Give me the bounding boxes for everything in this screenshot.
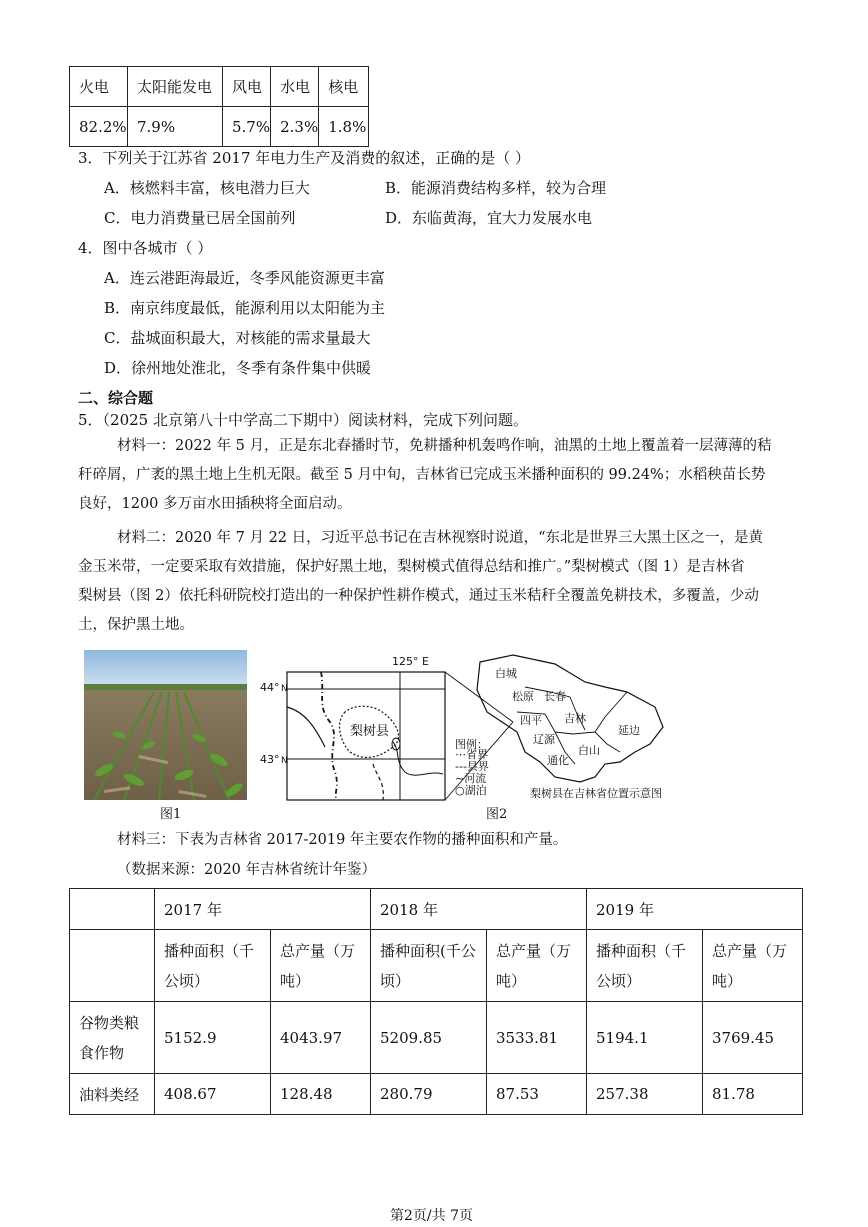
output-subheader: 总产量（万 吨）	[271, 930, 371, 1002]
city-label: 四平	[520, 714, 542, 727]
table-cell: 280.79	[371, 1074, 487, 1115]
area-subheader: 播种面积(千公 顷）	[371, 930, 487, 1002]
city-label: 松原	[512, 690, 534, 703]
table-cell: 3769.45	[703, 1002, 803, 1074]
table-cell: 3533.81	[487, 1002, 587, 1074]
city-label: 长春	[544, 690, 566, 703]
table-cell: 408.67	[155, 1074, 271, 1115]
table-corner-cell	[70, 930, 155, 1002]
legend-lake: ○湖泊	[455, 784, 487, 797]
q3-option-d: D．东临黄海，宜大力发展水电	[385, 209, 593, 227]
legend-line-icon: ~	[455, 772, 465, 785]
material1-line: 材料一：2022 年 5 月，正是东北春播时节，免耕播种机轰鸣作响，油黑的土地上覆盖着一层薄薄的秸	[117, 438, 772, 454]
material1-line: 秆碎屑，广袤的黑土地上生机无限。截至 5 月中旬，吉林省已完成玉米播种面积的 99.24%；水稻秧苗长势	[78, 467, 766, 483]
table-cell: 81.78	[703, 1074, 803, 1115]
city-label: 延边	[618, 724, 640, 737]
material3-source: （数据来源：2020 年吉林省统计年鉴）	[117, 862, 377, 878]
energy-value-cell: 1.8%	[319, 107, 369, 147]
row-name: 油料类经	[70, 1074, 155, 1115]
legend-river: ~河流	[455, 772, 487, 785]
material3-line: 材料三：下表为吉林省 2017-2019 年主要农作物的播种面积和产量。	[117, 832, 568, 848]
crop-table	[69, 888, 803, 1115]
table-cell: 128.48	[271, 1074, 371, 1115]
material1-line: 良好，1200 多万亩水田插秧将全面启动。	[78, 496, 352, 512]
legend-lake-icon: ○	[455, 784, 465, 797]
material2-line: 材料二：2020 年 7 月 22 日，习近平总书记在吉林视察时说道，“东北是世界三大黑土区之一，是黄	[117, 530, 764, 546]
map-caption: 梨树县在吉林省位置示意图	[530, 787, 662, 800]
legend-dash-icon: ---	[455, 760, 467, 773]
output-subheader: 总产量（万 吨）	[487, 930, 587, 1002]
longitude-label: 125° E	[392, 655, 429, 668]
q4-option-a: A．连云港距海最近，冬季风能资源更丰富	[104, 269, 385, 287]
year-header: 2018 年	[371, 889, 587, 930]
city-label: 辽源	[533, 733, 555, 746]
latitude-n: N	[281, 684, 288, 694]
material2-line: 梨树县（图 2）依托科研院校打造出的一种保护性耕作模式，通过玉米秸秆全覆盖免耕技术，多覆盖，少动	[78, 588, 759, 604]
table-row	[70, 1002, 803, 1074]
year-header: 2017 年	[155, 889, 371, 930]
table-cell: 257.38	[587, 1074, 703, 1115]
energy-header-cell: 水电	[271, 67, 319, 107]
legend-dash-icon: ⋯	[455, 748, 466, 761]
output-subheader: 总产量（万 吨）	[703, 930, 803, 1002]
material2-line: 金玉米带，一定要采取有效措施，保护好黑土地，梨树模式值得总结和推广。”梨树模式（图 1）是吉林省	[78, 559, 745, 575]
energy-value-cell: 82.2%	[70, 107, 128, 147]
q5-stem: 5．（2025 北京第八十中学高二下期中）阅读材料，完成下列问题。	[78, 411, 528, 429]
latitude-label: 43°	[260, 753, 280, 766]
q3-option-c: C．电力消费量已居全国前列	[104, 209, 296, 227]
energy-header-cell: 太阳能发电	[128, 67, 223, 107]
county-label: 梨树县	[350, 724, 390, 739]
q4-option-c: C．盐城面积最大，对核能的需求量最大	[104, 329, 371, 347]
energy-header-cell: 火电	[70, 67, 128, 107]
energy-value-cell: 7.9%	[128, 107, 223, 147]
area-subheader: 播种面积（千 公顷）	[587, 930, 703, 1002]
city-label: 通化	[547, 754, 569, 767]
q3-stem: 3．下列关于江苏省 2017 年电力生产及消费的叙述，正确的是（ ）	[78, 149, 531, 167]
field-photo	[84, 650, 247, 800]
q3-option-b: B．能源消费结构多样，较为合理	[385, 179, 607, 197]
legend-county: ---县界	[455, 760, 489, 773]
row-name: 谷物类粮 食作物	[70, 1002, 155, 1074]
q4-option-d: D．徐州地处淮北，冬季有条件集中供暖	[104, 359, 372, 377]
city-label: 白山	[578, 744, 600, 757]
table-corner-cell	[70, 889, 155, 930]
city-label: 白城	[495, 667, 517, 680]
q3-option-a: A．核燃料丰富，核电潜力巨大	[104, 179, 310, 197]
year-header: 2019 年	[587, 889, 803, 930]
latitude-label: 44°	[260, 681, 280, 694]
energy-value-cell: 5.7%	[223, 107, 271, 147]
table-cell: 4043.97	[271, 1002, 371, 1074]
table-cell: 5209.85	[371, 1002, 487, 1074]
figure2-caption: 图2	[486, 807, 508, 822]
table-cell: 87.53	[487, 1074, 587, 1115]
energy-header-cell: 核电	[319, 67, 369, 107]
table-cell: 5152.9	[155, 1002, 271, 1074]
page-footer: 第2页/共 7页	[390, 1208, 473, 1224]
material2-line: 土，保护黑土地。	[78, 617, 194, 633]
legend-province: ⋯省界	[455, 748, 488, 761]
legend-title: 图例：	[455, 738, 488, 751]
city-label: 吉林	[564, 712, 586, 725]
figure1-caption: 图1	[160, 807, 182, 822]
energy-value-cell: 2.3%	[271, 107, 319, 147]
energy-header-cell: 风电	[223, 67, 271, 107]
area-subheader: 播种面积（千 公顷）	[155, 930, 271, 1002]
section-heading: 二、综合题	[78, 389, 154, 407]
q4-stem: 4．图中各城市（ ）	[78, 239, 213, 257]
latitude-n: N	[281, 756, 288, 766]
table-row	[70, 1074, 803, 1115]
q4-option-b: B．南京纬度最低，能源利用以太阳能为主	[104, 299, 386, 317]
table-cell: 5194.1	[587, 1002, 703, 1074]
energy-table	[69, 66, 369, 147]
